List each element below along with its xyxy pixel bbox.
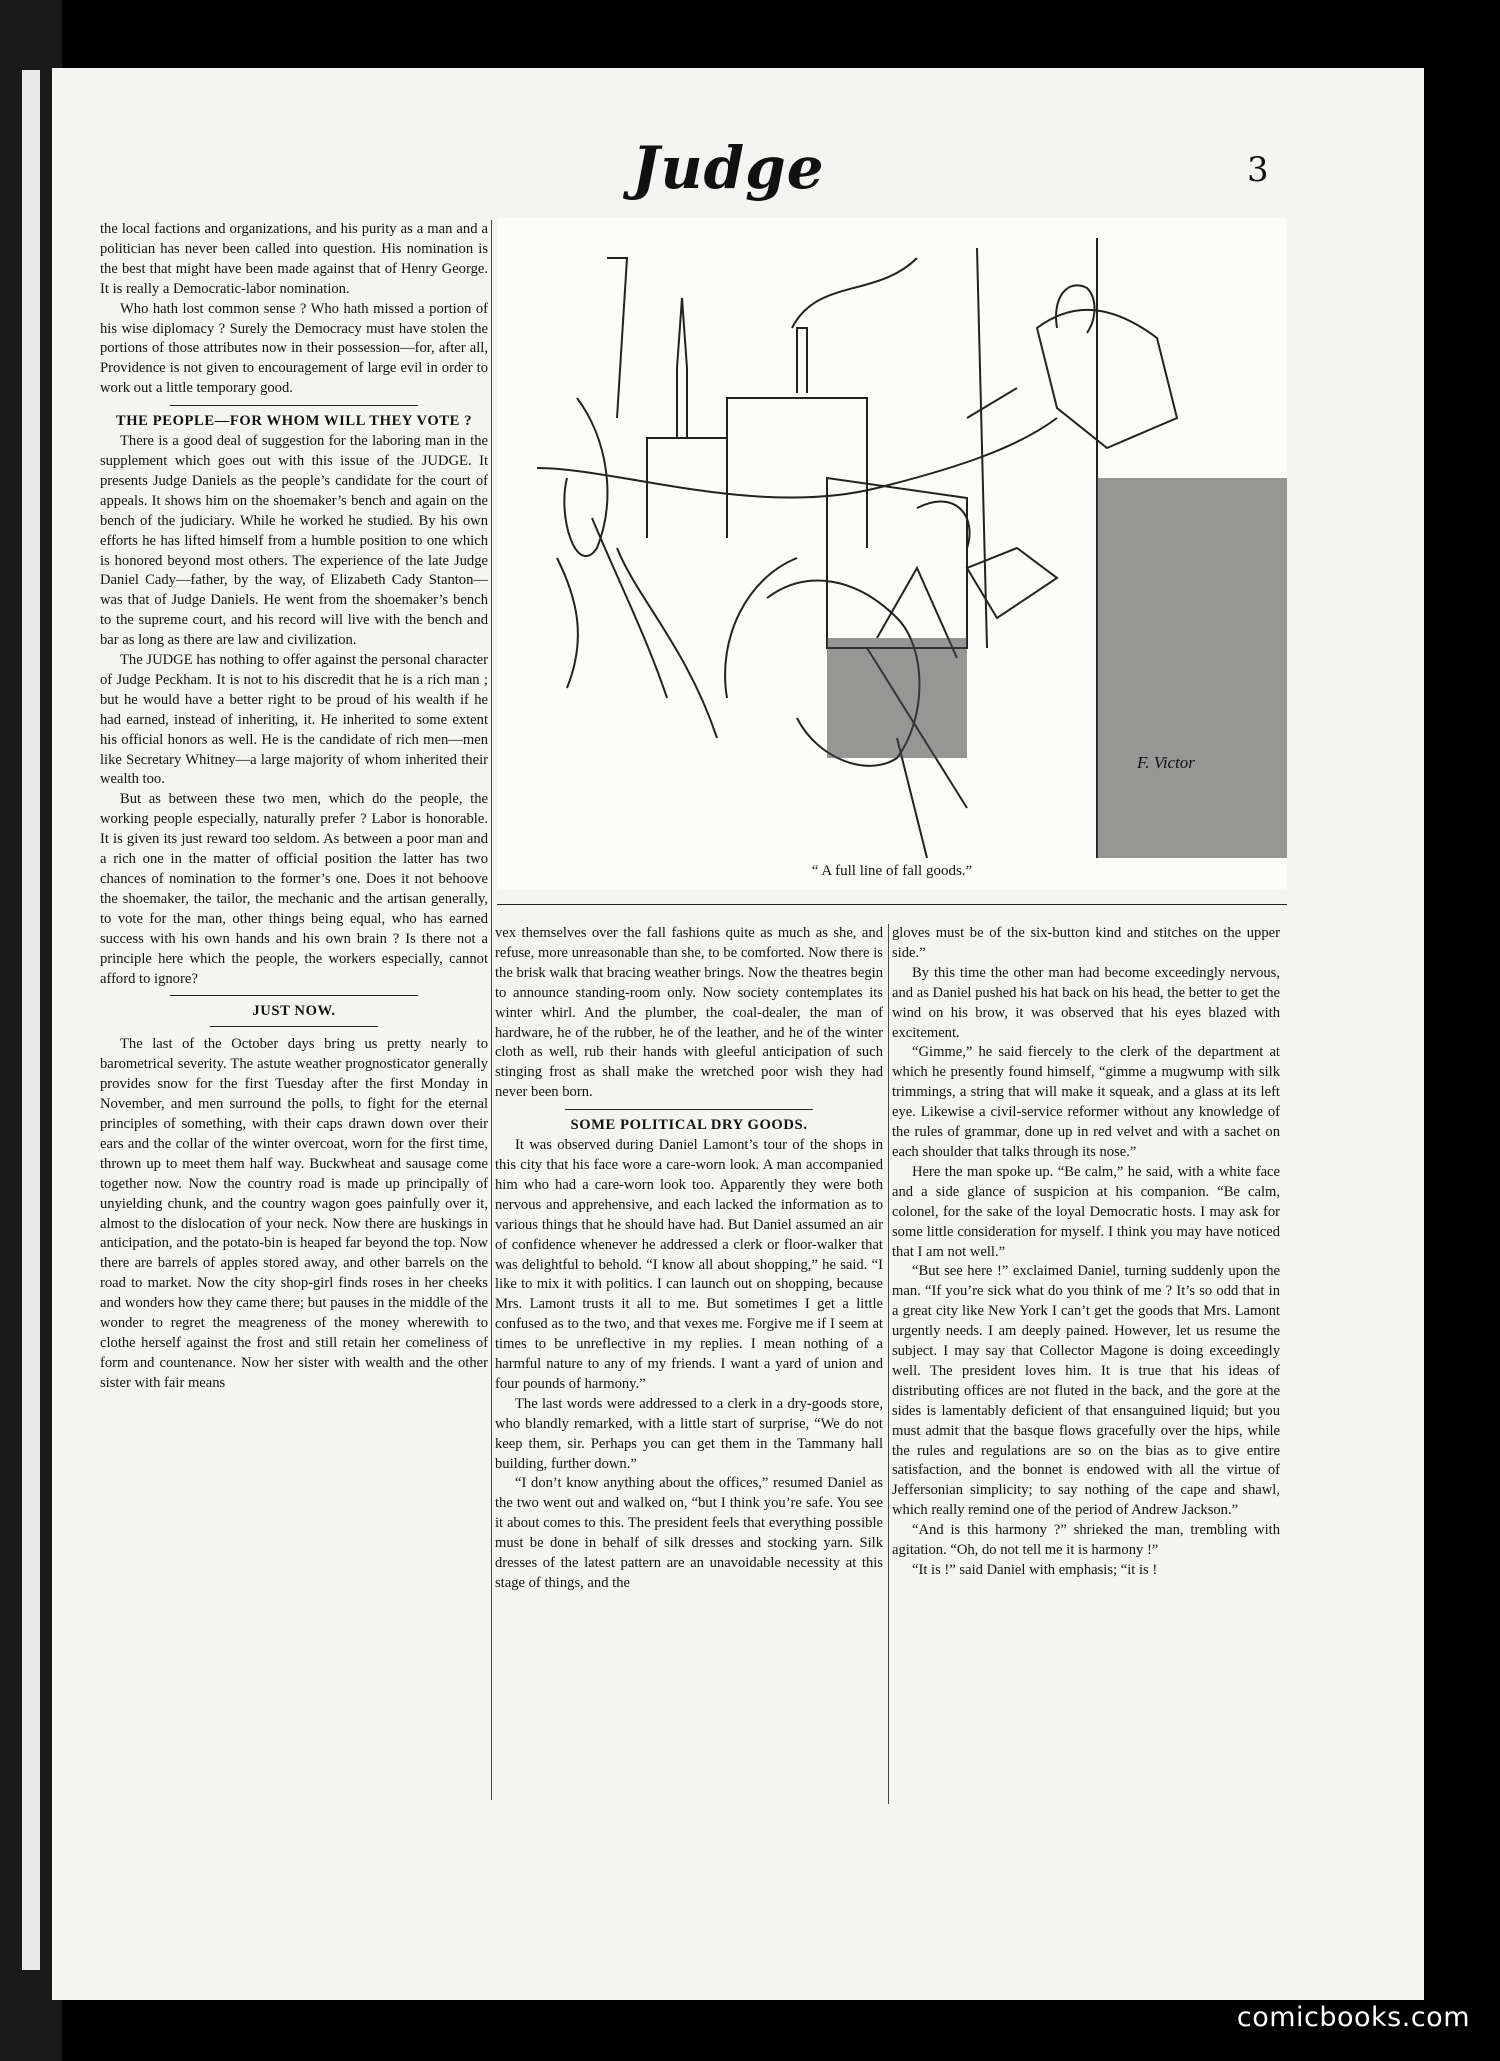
- binding-strip: [22, 70, 40, 1970]
- section-heading: JUST NOW.: [252, 1003, 336, 1020]
- paragraph: The last of the October days bring us pretty nearly to barometrical severity. The astute weather prognosticator generally provides snow for the first Tuesday after the first Monday in November, and men surround the polls, to fight for the eternal principles of something, with their caps drawn down over their ears and the collar of the winter overcoat, worn for the first time, thrown up to meet them half way. Buckwheat and sausage come together now. Now the country road is made up principally of unyielding chunk, and the country wagon goes painfully over it, almost to the dislocation of your neck. Now there are huskings in anticipation, and the potato-bin is heaped far beyond the top. Now there are barrels of apples stored away, and other barrels on the road to market. Now the city shop-girl finds roses in her cheeks and wonders how they came there; but pauses in the middle of the wonder to regret the meagreness of the money wherewith to clothe herself against the frost and still retain her comeliness of form and countenance. Now her sister with wealth and the other sister with fair means: [100, 1036, 488, 1391]
- column-rule: [491, 220, 492, 1800]
- section-divider: [565, 1109, 813, 1110]
- section-heading: THE PEOPLE—FOR WHOM WILL THEY VOTE ?: [115, 413, 473, 430]
- paragraph: “I don’t know anything about the offices,” resumed Daniel as the two went out and walked on, “but I think you’re safe. You see it about comes to this. The president feels that everything possible must be done in behalf of silk dresses and stocking yarn. Silk dresses of the latest pattern are an unavoidable necessity at this stage of things, and the: [495, 1475, 883, 1591]
- paragraph: Who hath lost common sense ? Who hath missed a portion of his wise diplomacy ? Surely the Democracy must have stolen the portions of those attributes now in their possession—for, after all, Providence is not given to encouragement of large evil in order to work out a little temporary good.: [100, 300, 488, 397]
- paragraph: vex themselves over the fall fashions quite as much as she, and refuse, more unreasonable than she, to be comforted. Now there is the brisk walk that bracing weather brings. Now the theatres begin to announce standing-room only. Now society contemplates its winter whirl. And the plumber, the coal-dealer, the man of hardware, he of the rubber, he of the leather, and he of the winter cloth as well, rub their hands with gleeful anticipation of such stinging frost as shall make the wretched poor wish they had never been born.: [495, 925, 883, 1101]
- section-heading: SOME POLITICAL DRY GOODS.: [570, 1117, 808, 1134]
- paragraph: the local factions and organizations, and his purity as a man and a politician has never been called into question. His nomination is the best that might have been made against that of Henry George. It is really a Democratic-labor nomination.: [100, 221, 488, 297]
- section-divider: [170, 995, 418, 996]
- paragraph: The JUDGE has nothing to offer against the personal character of Judge Peckham. It is not to his discredit that he is a rich man ; but he would have a better right to be proud of his wealth if he had earned, instead of inheriting, it. He inherited to some extent his official honors as well. He is the candidate of rich men—men like Secretary Whitney—a large majority of whom inherited their wealth too.: [100, 652, 488, 788]
- cartoon-illustration: [497, 218, 1287, 890]
- column-rule: [888, 924, 889, 1804]
- paragraph: “But see here !” exclaimed Daniel, turning suddenly upon the man. “If you’re sick what do you think of me ? It’s so odd that in a great city like New York I can’t get the goods that Mrs. Lamont urgently needs. I am deeply pained. However, let us resume the subject. I may say that Collector Magone is doing exceedingly well. The president loves him. It is true that his ideas of distributing offices are not fluted in the back, and the gore at the sides is lamentably deficient of that ensanguined liquid; but you must admit that the basque flows gracefully over the hips, while the rules and regulations are so on the bias as to give entire satisfaction, and the bonnet is endowed with all the virtue of Jeffersonian simplicity; to say nothing of the cape and shawl, which really remind one of the period of Andrew Jackson.”: [892, 1263, 1280, 1519]
- magazine-page: [52, 68, 1424, 2000]
- column-right: [892, 924, 1280, 1804]
- paragraph: “It is !” said Daniel with emphasis; “it is !: [912, 1562, 1158, 1578]
- paragraph: “Gimme,” he said fiercely to the clerk of the department at which he presently found himself, “gimme a mugwump with silk trimmings, a string that will make it squeak, and a glass at its left eye. Likewise a civil-service reformer without any knowledge of the rules of grammar, done up in red velvet and with a sachet on each shoulder that talks through its nose.”: [892, 1044, 1280, 1160]
- paragraph: It was observed during Daniel Lamont’s tour of the shops in this city that his face wore a care-worn look. A man accompanied him who had a care-worn look too. Apparently they were both nervous and apprehensive, and each lacked the information as to various things that he should have had. But Daniel assumed an air of confidence whenever he addressed a clerk or floor-walker that was delightful to behold. “I know all about shopping,” he said. “I like to mix it with politics. I can launch out on shopping, because Mrs. Lamont trusts it all to me. But sometimes I get a little confused as to the two, and that vexes me. Forgive me if I seem at times to be unreflective in my replies. I mean nothing of a harmful nature to any of my friends. I want a yard of union and four pounds of harmony.”: [495, 1137, 883, 1392]
- paragraph: Here the man spoke up. “Be calm,” he said, with a white face and a side glance of suspicion at his companion. “Be calm, colonel, for the sake of the loyal Democratic hosts. I may ask for some little consideration for myself. I think you may have noticed that I am not well.”: [892, 1163, 1280, 1260]
- column-left: [100, 220, 488, 1800]
- page-number: 3: [1247, 150, 1269, 190]
- site-watermark: comicbooks.com: [1236, 2002, 1470, 2033]
- section-divider: [210, 1026, 378, 1027]
- paragraph: But as between these two men, which do the people, the working people especially, naturally prefer ? Labor is honorable. It is given its just reward too seldom. As between a poor man and a rich one in the matter of official position the latter has two chances of nomination to the former’s one. Does it not behoove the shoemaker, the tailor, the mechanic and the artisan generally, to vote for the man, other things being equal, who has earned success with his own hands and his own brain ? Is there not a principle here which the people, the workers especially, cannot afford to ignore?: [100, 791, 488, 987]
- masthead-logo: Judge: [632, 134, 825, 202]
- paragraph: By this time the other man had become exceedingly nervous, and as Daniel pushed his hat back on his head, the better to get the wind on his brow, it was observed that his eyes blazed with excitement.: [892, 964, 1280, 1041]
- illustration-caption: “ A full line of fall goods.”: [811, 863, 973, 879]
- column-middle: [495, 924, 883, 1804]
- section-divider: [170, 405, 418, 406]
- paragraph: “And is this harmony ?” shrieked the man, trembling with agitation. “Oh, do not tell me it is harmony !”: [892, 1522, 1280, 1559]
- paragraph: gloves must be of the six-button kind and stitches on the upper side.”: [892, 925, 1280, 961]
- paragraph: There is a good deal of suggestion for the laboring man in the supplement which goes out with this issue of the JUDGE. It presents Judge Daniels as the people’s candidate for the court of appeals. It shows him on the shoemaker’s bench and again on the bench of the judiciary. While he worked he studied. By his own efforts he has lifted himself from a humble position to one which is honored beyond most others. The experience of the late Judge Daniel Cady—father, by the way, of Elizabeth Cady Stanton—was that of Judge Daniels. He went from the shoemaker’s bench to the supreme court, and his record will live with the bench and bar as long as there are law and civilization.: [100, 433, 488, 649]
- paragraph: The last words were addressed to a clerk in a dry-goods store, who blandly remarked, with a little start of surprise, “We do not keep them, sir. Perhaps you can get them in the Tammany hall building, further down.”: [495, 1395, 883, 1472]
- horizontal-rule: [497, 904, 1287, 905]
- artist-signature: F. Victor: [1137, 753, 1195, 772]
